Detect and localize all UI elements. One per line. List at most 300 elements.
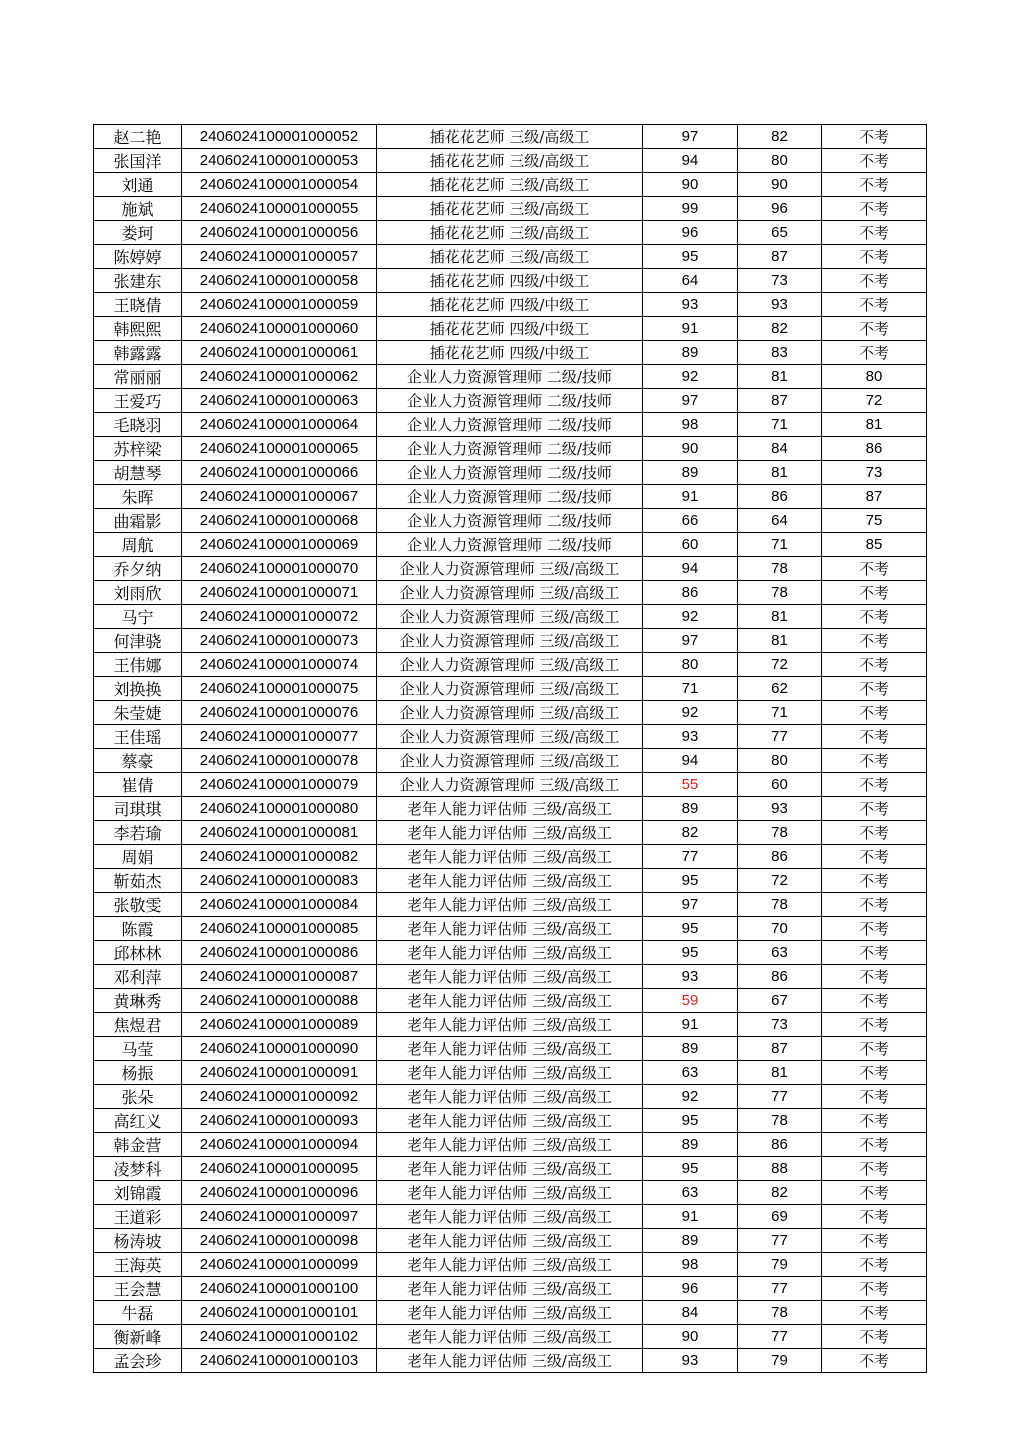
review-score: 不考 bbox=[822, 1325, 927, 1349]
candidate-name: 王晓倩 bbox=[94, 293, 182, 317]
candidate-name: 朱莹婕 bbox=[94, 701, 182, 725]
skill-score: 82 bbox=[738, 1181, 822, 1205]
skill-score: 84 bbox=[738, 437, 822, 461]
occupation-level: 企业人力资源管理师 二级/技师 bbox=[377, 533, 643, 557]
theory-score: 89 bbox=[643, 797, 738, 821]
candidate-name: 靳茹杰 bbox=[94, 869, 182, 893]
candidate-name: 张国洋 bbox=[94, 149, 182, 173]
candidate-name: 周娟 bbox=[94, 845, 182, 869]
admission-number: 2406024100001000095 bbox=[182, 1157, 377, 1181]
admission-number: 2406024100001000057 bbox=[182, 245, 377, 269]
skill-score: 62 bbox=[738, 677, 822, 701]
theory-score: 95 bbox=[643, 245, 738, 269]
occupation-level: 老年人能力评估师 三级/高级工 bbox=[377, 989, 643, 1013]
occupation-level: 插花花艺师 四级/中级工 bbox=[377, 317, 643, 341]
review-score: 不考 bbox=[822, 821, 927, 845]
candidate-name: 司琪琪 bbox=[94, 797, 182, 821]
table-row bbox=[94, 413, 927, 437]
candidate-name: 韩露露 bbox=[94, 341, 182, 365]
theory-score: 90 bbox=[643, 173, 738, 197]
table-row bbox=[94, 749, 927, 773]
skill-score: 63 bbox=[738, 941, 822, 965]
admission-number: 2406024100001000063 bbox=[182, 389, 377, 413]
candidate-name: 施斌 bbox=[94, 197, 182, 221]
admission-number: 2406024100001000087 bbox=[182, 965, 377, 989]
table-row bbox=[94, 197, 927, 221]
skill-score: 65 bbox=[738, 221, 822, 245]
candidate-name: 牛磊 bbox=[94, 1301, 182, 1325]
occupation-level: 插花花艺师 三级/高级工 bbox=[377, 221, 643, 245]
theory-score: 63 bbox=[643, 1181, 738, 1205]
occupation-level: 企业人力资源管理师 三级/高级工 bbox=[377, 581, 643, 605]
table-row bbox=[94, 677, 927, 701]
skill-score: 73 bbox=[738, 269, 822, 293]
occupation-level: 插花花艺师 三级/高级工 bbox=[377, 197, 643, 221]
skill-score: 81 bbox=[738, 1061, 822, 1085]
skill-score: 78 bbox=[738, 893, 822, 917]
table-row bbox=[94, 1109, 927, 1133]
admission-number: 2406024100001000088 bbox=[182, 989, 377, 1013]
theory-score: 64 bbox=[643, 269, 738, 293]
skill-score: 87 bbox=[738, 245, 822, 269]
skill-score: 81 bbox=[738, 461, 822, 485]
candidate-name: 张建东 bbox=[94, 269, 182, 293]
admission-number: 2406024100001000052 bbox=[182, 125, 377, 149]
candidate-name: 邱林林 bbox=[94, 941, 182, 965]
admission-number: 2406024100001000080 bbox=[182, 797, 377, 821]
candidate-name: 陈霞 bbox=[94, 917, 182, 941]
candidate-name: 娄珂 bbox=[94, 221, 182, 245]
skill-score: 79 bbox=[738, 1349, 822, 1373]
review-score: 不考 bbox=[822, 245, 927, 269]
theory-score: 98 bbox=[643, 413, 738, 437]
admission-number: 2406024100001000056 bbox=[182, 221, 377, 245]
admission-number: 2406024100001000091 bbox=[182, 1061, 377, 1085]
theory-score: 96 bbox=[643, 221, 738, 245]
review-score: 不考 bbox=[822, 1253, 927, 1277]
skill-score: 90 bbox=[738, 173, 822, 197]
skill-score: 72 bbox=[738, 869, 822, 893]
review-score: 不考 bbox=[822, 869, 927, 893]
table-row bbox=[94, 605, 927, 629]
skill-score: 78 bbox=[738, 581, 822, 605]
table-row bbox=[94, 1037, 927, 1061]
candidate-name: 刘锦霞 bbox=[94, 1181, 182, 1205]
table-row bbox=[94, 989, 927, 1013]
theory-score: 95 bbox=[643, 1157, 738, 1181]
candidate-name: 何津骁 bbox=[94, 629, 182, 653]
table-row bbox=[94, 1085, 927, 1109]
theory-score: 93 bbox=[643, 293, 738, 317]
table-row bbox=[94, 1205, 927, 1229]
skill-score: 80 bbox=[738, 749, 822, 773]
review-score: 不考 bbox=[822, 149, 927, 173]
review-score: 不考 bbox=[822, 797, 927, 821]
skill-score: 77 bbox=[738, 1277, 822, 1301]
occupation-level: 插花花艺师 四级/中级工 bbox=[377, 293, 643, 317]
theory-score: 93 bbox=[643, 1349, 738, 1373]
admission-number: 2406024100001000085 bbox=[182, 917, 377, 941]
review-score: 不考 bbox=[822, 845, 927, 869]
occupation-level: 老年人能力评估师 三级/高级工 bbox=[377, 1181, 643, 1205]
candidate-name: 曲霜影 bbox=[94, 509, 182, 533]
occupation-level: 老年人能力评估师 三级/高级工 bbox=[377, 821, 643, 845]
theory-score: 89 bbox=[643, 1133, 738, 1157]
candidate-name: 乔夕纳 bbox=[94, 557, 182, 581]
skill-score: 77 bbox=[738, 1085, 822, 1109]
skill-score: 93 bbox=[738, 293, 822, 317]
review-score: 不考 bbox=[822, 773, 927, 797]
occupation-level: 企业人力资源管理师 二级/技师 bbox=[377, 485, 643, 509]
skill-score: 71 bbox=[738, 413, 822, 437]
admission-number: 2406024100001000103 bbox=[182, 1349, 377, 1373]
table-row bbox=[94, 1325, 927, 1349]
skill-score: 88 bbox=[738, 1157, 822, 1181]
skill-score: 71 bbox=[738, 533, 822, 557]
admission-number: 2406024100001000086 bbox=[182, 941, 377, 965]
candidate-name: 常丽丽 bbox=[94, 365, 182, 389]
table-row bbox=[94, 869, 927, 893]
candidate-name: 李若瑜 bbox=[94, 821, 182, 845]
table-row bbox=[94, 557, 927, 581]
review-score: 不考 bbox=[822, 557, 927, 581]
table-row bbox=[94, 1061, 927, 1085]
review-score: 不考 bbox=[822, 173, 927, 197]
admission-number: 2406024100001000081 bbox=[182, 821, 377, 845]
table-row bbox=[94, 533, 927, 557]
candidate-name: 蔡豪 bbox=[94, 749, 182, 773]
review-score: 不考 bbox=[822, 293, 927, 317]
admission-number: 2406024100001000073 bbox=[182, 629, 377, 653]
admission-number: 2406024100001000064 bbox=[182, 413, 377, 437]
admission-number: 2406024100001000054 bbox=[182, 173, 377, 197]
review-score: 不考 bbox=[822, 893, 927, 917]
skill-score: 86 bbox=[738, 845, 822, 869]
candidate-name: 刘换换 bbox=[94, 677, 182, 701]
candidate-name: 邓利萍 bbox=[94, 965, 182, 989]
occupation-level: 企业人力资源管理师 二级/技师 bbox=[377, 509, 643, 533]
theory-score: 60 bbox=[643, 533, 738, 557]
admission-number: 2406024100001000069 bbox=[182, 533, 377, 557]
candidate-name: 刘雨欣 bbox=[94, 581, 182, 605]
candidate-name: 凌梦科 bbox=[94, 1157, 182, 1181]
review-score: 不考 bbox=[822, 197, 927, 221]
theory-score: 95 bbox=[643, 941, 738, 965]
review-score: 不考 bbox=[822, 1181, 927, 1205]
admission-number: 2406024100001000079 bbox=[182, 773, 377, 797]
candidate-name: 马宁 bbox=[94, 605, 182, 629]
occupation-level: 老年人能力评估师 三级/高级工 bbox=[377, 917, 643, 941]
admission-number: 2406024100001000090 bbox=[182, 1037, 377, 1061]
table-row bbox=[94, 1133, 927, 1157]
table-row bbox=[94, 1301, 927, 1325]
occupation-level: 老年人能力评估师 三级/高级工 bbox=[377, 1349, 643, 1373]
skill-score: 78 bbox=[738, 1301, 822, 1325]
admission-number: 2406024100001000083 bbox=[182, 869, 377, 893]
table-row bbox=[94, 917, 927, 941]
occupation-level: 老年人能力评估师 三级/高级工 bbox=[377, 1229, 643, 1253]
review-score: 不考 bbox=[822, 629, 927, 653]
skill-score: 67 bbox=[738, 989, 822, 1013]
occupation-level: 老年人能力评估师 三级/高级工 bbox=[377, 941, 643, 965]
candidate-name: 崔倩 bbox=[94, 773, 182, 797]
theory-score: 89 bbox=[643, 341, 738, 365]
theory-score: 59 bbox=[643, 989, 738, 1013]
theory-score: 97 bbox=[643, 629, 738, 653]
occupation-level: 老年人能力评估师 三级/高级工 bbox=[377, 1085, 643, 1109]
review-score: 87 bbox=[822, 485, 927, 509]
table-row bbox=[94, 797, 927, 821]
score-sheet bbox=[93, 124, 926, 1373]
review-score: 不考 bbox=[822, 317, 927, 341]
review-score: 不考 bbox=[822, 1133, 927, 1157]
skill-score: 82 bbox=[738, 317, 822, 341]
theory-score: 92 bbox=[643, 365, 738, 389]
table-row bbox=[94, 1277, 927, 1301]
review-score: 不考 bbox=[822, 1277, 927, 1301]
candidate-name: 高红义 bbox=[94, 1109, 182, 1133]
candidate-name: 朱晖 bbox=[94, 485, 182, 509]
skill-score: 70 bbox=[738, 917, 822, 941]
occupation-level: 老年人能力评估师 三级/高级工 bbox=[377, 1157, 643, 1181]
admission-number: 2406024100001000094 bbox=[182, 1133, 377, 1157]
candidate-name: 张朵 bbox=[94, 1085, 182, 1109]
candidate-name: 黄琳秀 bbox=[94, 989, 182, 1013]
theory-score: 92 bbox=[643, 605, 738, 629]
candidate-name: 刘通 bbox=[94, 173, 182, 197]
table-row bbox=[94, 581, 927, 605]
candidate-name: 孟会珍 bbox=[94, 1349, 182, 1373]
candidate-name: 王伟娜 bbox=[94, 653, 182, 677]
skill-score: 64 bbox=[738, 509, 822, 533]
candidate-name: 张敬雯 bbox=[94, 893, 182, 917]
occupation-level: 企业人力资源管理师 三级/高级工 bbox=[377, 629, 643, 653]
theory-score: 96 bbox=[643, 1277, 738, 1301]
review-score: 不考 bbox=[822, 1109, 927, 1133]
admission-number: 2406024100001000077 bbox=[182, 725, 377, 749]
theory-score: 91 bbox=[643, 1205, 738, 1229]
candidate-name: 赵二艳 bbox=[94, 125, 182, 149]
skill-score: 79 bbox=[738, 1253, 822, 1277]
theory-score: 89 bbox=[643, 461, 738, 485]
occupation-level: 插花花艺师 四级/中级工 bbox=[377, 269, 643, 293]
occupation-level: 插花花艺师 四级/中级工 bbox=[377, 341, 643, 365]
theory-score: 94 bbox=[643, 149, 738, 173]
admission-number: 2406024100001000055 bbox=[182, 197, 377, 221]
occupation-level: 老年人能力评估师 三级/高级工 bbox=[377, 893, 643, 917]
table-row bbox=[94, 245, 927, 269]
theory-score: 63 bbox=[643, 1061, 738, 1085]
admission-number: 2406024100001000092 bbox=[182, 1085, 377, 1109]
occupation-level: 企业人力资源管理师 二级/技师 bbox=[377, 389, 643, 413]
admission-number: 2406024100001000061 bbox=[182, 341, 377, 365]
candidate-name: 陈婷婷 bbox=[94, 245, 182, 269]
theory-score: 91 bbox=[643, 485, 738, 509]
admission-number: 2406024100001000101 bbox=[182, 1301, 377, 1325]
review-score: 72 bbox=[822, 389, 927, 413]
score-table bbox=[93, 124, 927, 1373]
theory-score: 90 bbox=[643, 437, 738, 461]
candidate-name: 胡慧琴 bbox=[94, 461, 182, 485]
skill-score: 78 bbox=[738, 1109, 822, 1133]
candidate-name: 杨振 bbox=[94, 1061, 182, 1085]
admission-number: 2406024100001000096 bbox=[182, 1181, 377, 1205]
table-row bbox=[94, 317, 927, 341]
table-row bbox=[94, 509, 927, 533]
candidate-name: 韩熙熙 bbox=[94, 317, 182, 341]
theory-score: 98 bbox=[643, 1253, 738, 1277]
theory-score: 97 bbox=[643, 125, 738, 149]
theory-score: 90 bbox=[643, 1325, 738, 1349]
table-row bbox=[94, 125, 927, 149]
review-score: 不考 bbox=[822, 1061, 927, 1085]
table-row bbox=[94, 965, 927, 989]
review-score: 不考 bbox=[822, 1301, 927, 1325]
review-score: 81 bbox=[822, 413, 927, 437]
admission-number: 2406024100001000071 bbox=[182, 581, 377, 605]
skill-score: 78 bbox=[738, 821, 822, 845]
admission-number: 2406024100001000065 bbox=[182, 437, 377, 461]
skill-score: 72 bbox=[738, 653, 822, 677]
admission-number: 2406024100001000084 bbox=[182, 893, 377, 917]
table-row bbox=[94, 701, 927, 725]
theory-score: 97 bbox=[643, 893, 738, 917]
score-table-body bbox=[94, 125, 927, 1373]
theory-score: 97 bbox=[643, 389, 738, 413]
candidate-name: 衡新峰 bbox=[94, 1325, 182, 1349]
candidate-name: 周航 bbox=[94, 533, 182, 557]
table-row bbox=[94, 1229, 927, 1253]
admission-number: 2406024100001000102 bbox=[182, 1325, 377, 1349]
table-row bbox=[94, 773, 927, 797]
review-score: 不考 bbox=[822, 269, 927, 293]
review-score: 不考 bbox=[822, 221, 927, 245]
review-score: 不考 bbox=[822, 1013, 927, 1037]
skill-score: 82 bbox=[738, 125, 822, 149]
table-row bbox=[94, 1349, 927, 1373]
admission-number: 2406024100001000100 bbox=[182, 1277, 377, 1301]
table-row bbox=[94, 341, 927, 365]
skill-score: 71 bbox=[738, 701, 822, 725]
occupation-level: 老年人能力评估师 三级/高级工 bbox=[377, 1277, 643, 1301]
admission-number: 2406024100001000067 bbox=[182, 485, 377, 509]
table-row bbox=[94, 629, 927, 653]
skill-score: 60 bbox=[738, 773, 822, 797]
admission-number: 2406024100001000089 bbox=[182, 1013, 377, 1037]
skill-score: 77 bbox=[738, 1325, 822, 1349]
review-score: 不考 bbox=[822, 341, 927, 365]
theory-score: 91 bbox=[643, 1013, 738, 1037]
occupation-level: 企业人力资源管理师 三级/高级工 bbox=[377, 725, 643, 749]
theory-score: 86 bbox=[643, 581, 738, 605]
review-score: 不考 bbox=[822, 1229, 927, 1253]
table-row bbox=[94, 461, 927, 485]
review-score: 不考 bbox=[822, 1349, 927, 1373]
skill-score: 69 bbox=[738, 1205, 822, 1229]
candidate-name: 杨涛坡 bbox=[94, 1229, 182, 1253]
occupation-level: 老年人能力评估师 三级/高级工 bbox=[377, 1037, 643, 1061]
candidate-name: 王会慧 bbox=[94, 1277, 182, 1301]
theory-score: 99 bbox=[643, 197, 738, 221]
skill-score: 83 bbox=[738, 341, 822, 365]
table-row bbox=[94, 1181, 927, 1205]
theory-score: 91 bbox=[643, 317, 738, 341]
skill-score: 87 bbox=[738, 1037, 822, 1061]
table-row bbox=[94, 1253, 927, 1277]
admission-number: 2406024100001000093 bbox=[182, 1109, 377, 1133]
theory-score: 89 bbox=[643, 1229, 738, 1253]
review-score: 不考 bbox=[822, 725, 927, 749]
theory-score: 82 bbox=[643, 821, 738, 845]
occupation-level: 老年人能力评估师 三级/高级工 bbox=[377, 845, 643, 869]
occupation-level: 插花花艺师 三级/高级工 bbox=[377, 125, 643, 149]
occupation-level: 企业人力资源管理师 二级/技师 bbox=[377, 461, 643, 485]
theory-score: 84 bbox=[643, 1301, 738, 1325]
review-score: 不考 bbox=[822, 1037, 927, 1061]
review-score: 不考 bbox=[822, 1157, 927, 1181]
admission-number: 2406024100001000076 bbox=[182, 701, 377, 725]
table-row bbox=[94, 365, 927, 389]
skill-score: 73 bbox=[738, 1013, 822, 1037]
admission-number: 2406024100001000074 bbox=[182, 653, 377, 677]
theory-score: 94 bbox=[643, 557, 738, 581]
occupation-level: 插花花艺师 三级/高级工 bbox=[377, 245, 643, 269]
review-score: 不考 bbox=[822, 1205, 927, 1229]
review-score: 不考 bbox=[822, 581, 927, 605]
review-score: 不考 bbox=[822, 701, 927, 725]
occupation-level: 插花花艺师 三级/高级工 bbox=[377, 149, 643, 173]
table-row bbox=[94, 893, 927, 917]
candidate-name: 王道彩 bbox=[94, 1205, 182, 1229]
theory-score: 71 bbox=[643, 677, 738, 701]
occupation-level: 老年人能力评估师 三级/高级工 bbox=[377, 1013, 643, 1037]
review-score: 73 bbox=[822, 461, 927, 485]
candidate-name: 毛晓羽 bbox=[94, 413, 182, 437]
table-row bbox=[94, 293, 927, 317]
skill-score: 96 bbox=[738, 197, 822, 221]
review-score: 86 bbox=[822, 437, 927, 461]
theory-score: 95 bbox=[643, 869, 738, 893]
candidate-name: 王佳瑶 bbox=[94, 725, 182, 749]
admission-number: 2406024100001000068 bbox=[182, 509, 377, 533]
theory-score: 92 bbox=[643, 1085, 738, 1109]
table-row bbox=[94, 269, 927, 293]
table-row bbox=[94, 149, 927, 173]
table-row bbox=[94, 1013, 927, 1037]
occupation-level: 老年人能力评估师 三级/高级工 bbox=[377, 797, 643, 821]
review-score: 不考 bbox=[822, 917, 927, 941]
theory-score: 80 bbox=[643, 653, 738, 677]
skill-score: 81 bbox=[738, 365, 822, 389]
occupation-level: 老年人能力评估师 三级/高级工 bbox=[377, 1205, 643, 1229]
candidate-name: 韩金营 bbox=[94, 1133, 182, 1157]
table-row bbox=[94, 485, 927, 509]
occupation-level: 老年人能力评估师 三级/高级工 bbox=[377, 1061, 643, 1085]
review-score: 不考 bbox=[822, 653, 927, 677]
candidate-name: 苏梓梁 bbox=[94, 437, 182, 461]
occupation-level: 老年人能力评估师 三级/高级工 bbox=[377, 1133, 643, 1157]
admission-number: 2406024100001000066 bbox=[182, 461, 377, 485]
occupation-level: 企业人力资源管理师 三级/高级工 bbox=[377, 701, 643, 725]
occupation-level: 企业人力资源管理师 三级/高级工 bbox=[377, 677, 643, 701]
candidate-name: 王海英 bbox=[94, 1253, 182, 1277]
admission-number: 2406024100001000078 bbox=[182, 749, 377, 773]
admission-number: 2406024100001000070 bbox=[182, 557, 377, 581]
table-row bbox=[94, 437, 927, 461]
admission-number: 2406024100001000053 bbox=[182, 149, 377, 173]
theory-score: 92 bbox=[643, 701, 738, 725]
admission-number: 2406024100001000062 bbox=[182, 365, 377, 389]
